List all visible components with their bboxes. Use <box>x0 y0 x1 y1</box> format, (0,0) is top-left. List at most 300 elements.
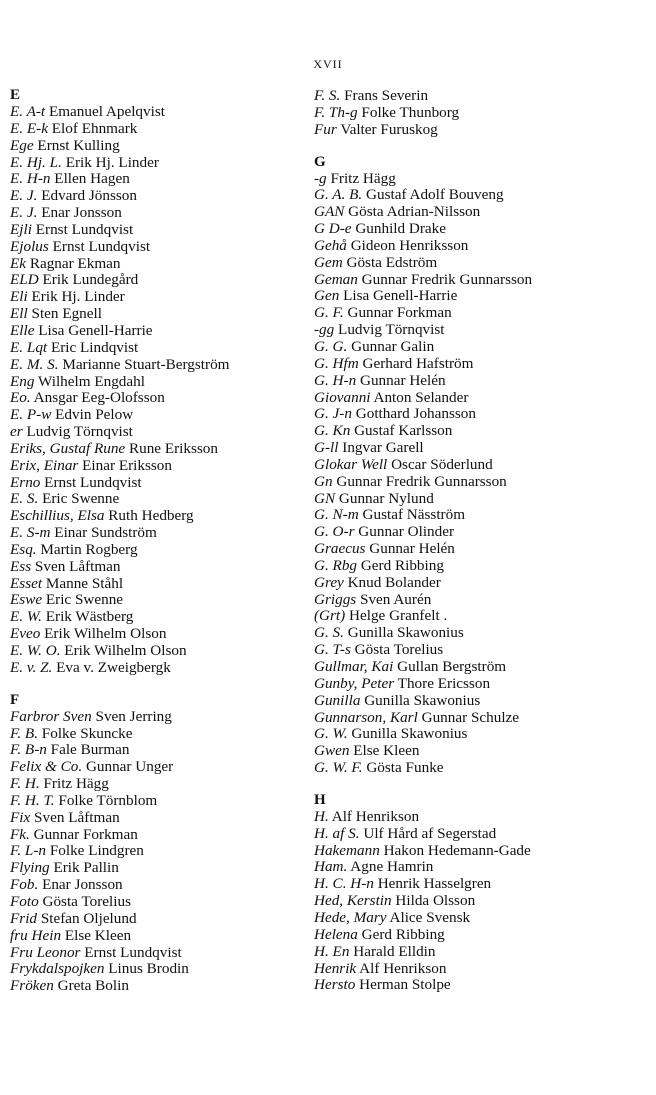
author-name: Linus Brodin <box>108 960 189 978</box>
author-name: Ragnar Ekman <box>29 254 121 272</box>
author-name: Sten Egnell <box>31 305 102 323</box>
author-name: Valter Furuskog <box>340 120 438 138</box>
index-entry <box>314 373 649 390</box>
signature: G. T-s <box>314 641 351 659</box>
author-name: Gunnar Olinder <box>358 523 455 541</box>
signature: G. G. <box>314 337 348 355</box>
author-name: Gösta Adrian-Nilsson <box>348 203 481 221</box>
author-name: Thore Ericsson <box>397 674 491 692</box>
signature: G. F. <box>314 304 344 322</box>
signature: G. A. B. <box>314 186 363 204</box>
author-name: Gösta Torelius <box>354 641 444 659</box>
index-entry <box>314 238 649 255</box>
author-name: Manne Ståhl <box>45 574 124 592</box>
signature: F. B. <box>10 724 38 742</box>
author-name: Stefan Oljelund <box>40 909 137 927</box>
author-name: Enar Jonsson <box>41 204 122 222</box>
index-entry <box>10 424 310 441</box>
signature: E. M. S. <box>10 355 59 373</box>
index-entry <box>314 204 649 221</box>
signature: G. O-r <box>314 523 355 541</box>
author-name: Gösta Torelius <box>42 892 131 910</box>
index-entry <box>10 626 310 643</box>
index-entry <box>314 726 649 743</box>
index-entry <box>10 525 310 542</box>
index-entry <box>10 576 310 593</box>
author-name: Anton Selander <box>373 388 469 406</box>
index-entry <box>314 592 649 609</box>
author-name: Martin Rogberg <box>40 540 138 558</box>
index-entry <box>10 759 310 776</box>
index-entry <box>314 390 649 407</box>
author-name: Else Kleen <box>353 742 420 760</box>
index-entry <box>314 423 649 440</box>
author-name: Gösta Funke <box>366 759 444 777</box>
author-name: Gunnar Nylund <box>338 489 434 507</box>
signature: Hed, Kerstin <box>314 892 392 910</box>
signature: Ejolus <box>10 237 49 255</box>
author-name: Gustaf Karlsson <box>354 422 453 440</box>
author-name: Gullan Bergström <box>397 658 507 675</box>
author-name: Ruth Hedberg <box>108 507 194 525</box>
author-name: Gunnar Fredrik Gunnarsson <box>336 472 507 490</box>
author-name: Folke Törnblom <box>58 791 158 809</box>
author-name: Gunnar Galin <box>351 337 435 355</box>
signature: F. B-n <box>10 741 47 759</box>
index-entry <box>10 978 310 995</box>
signature: Erix, Einar <box>10 456 79 474</box>
index-entry <box>314 356 649 373</box>
author-name: Helge Granfelt . <box>349 607 448 625</box>
index-entry <box>10 188 310 205</box>
author-name: Sven Låftman <box>34 808 120 826</box>
index-entry <box>10 491 310 508</box>
index-entry <box>314 710 649 727</box>
index-entry <box>314 642 649 659</box>
index-entry <box>314 826 649 843</box>
author-name: Gunnar Helén <box>369 540 455 558</box>
author-name: Ingvar Garell <box>342 439 424 457</box>
index-entry <box>314 843 649 860</box>
signature: Hakemann <box>314 841 380 859</box>
signature: Ek <box>10 254 27 272</box>
signature: Gem <box>314 253 343 271</box>
signature: Frid <box>10 909 38 927</box>
author-name: Gerd Ribbing <box>360 556 444 574</box>
signature: H. <box>314 807 329 825</box>
index-entry <box>10 357 310 374</box>
signature: Erno <box>10 473 41 491</box>
signature: E. J. <box>10 204 38 222</box>
index-entry <box>314 743 649 760</box>
signature: Foto <box>10 892 39 910</box>
signature: F. L-n <box>10 842 47 860</box>
author-name: Frans Severin <box>344 87 429 104</box>
author-name: Harald Elldin <box>353 942 436 960</box>
index-entry <box>10 407 310 424</box>
index-entry <box>314 187 649 204</box>
signature: E. E-k <box>10 119 48 137</box>
author-name: Wilhelm Engdahl <box>38 372 145 390</box>
author-name: Fritz Hägg <box>43 775 109 793</box>
author-name: Eva v. Zweigbergk <box>56 658 171 676</box>
author-name: Folke Thunborg <box>361 103 460 121</box>
index-entry <box>314 491 649 508</box>
author-name: Oscar Söderlund <box>391 455 493 473</box>
signature: -g <box>314 169 327 187</box>
author-name: Erik Hj. Linder <box>65 153 159 171</box>
signature: E. H-n <box>10 170 51 188</box>
signature: Fk. <box>10 825 30 843</box>
index-entry <box>314 288 649 305</box>
index-entry <box>10 776 310 793</box>
author-name: Ellen Hagen <box>54 170 130 188</box>
author-name: Lisa Genell-Harrie <box>343 287 458 305</box>
author-name: Gustaf Adolf Bouveng <box>366 186 504 204</box>
index-entry <box>10 441 310 458</box>
index-entry <box>314 608 649 625</box>
index-entry <box>10 390 310 407</box>
index-entry <box>10 911 310 928</box>
signature: Ege <box>10 136 34 154</box>
signature: H. af S. <box>314 824 360 842</box>
section-gap <box>10 677 310 691</box>
index-entry <box>10 458 310 475</box>
index-entry <box>314 910 649 927</box>
author-name: Alice Svensk <box>389 908 471 926</box>
signature: E. J. <box>10 187 38 205</box>
signature: er <box>10 423 23 441</box>
signature: Ell <box>10 305 28 323</box>
signature: (Grt) <box>314 607 346 625</box>
signature: Grey <box>314 573 344 591</box>
index-entry <box>314 893 649 910</box>
section-gap <box>314 139 649 153</box>
author-name: Edvin Pelow <box>55 406 134 424</box>
signature: -gg <box>314 321 335 339</box>
index-entry <box>10 894 310 911</box>
index-entry <box>10 709 310 726</box>
signature: Gunilla <box>314 691 361 709</box>
signature: G. H-n <box>314 371 357 389</box>
author-name: Alf Henrikson <box>331 807 420 825</box>
author-name: Gerhard Hafström <box>362 354 474 372</box>
signature: Esq. <box>10 540 37 558</box>
author-name: Sven Låftman <box>34 557 121 575</box>
section-letter: E <box>10 87 21 103</box>
signature: Fob. <box>10 876 39 894</box>
author-name: Ernst Lundqvist <box>52 237 151 255</box>
author-name: Henrik Hasselgren <box>377 875 492 893</box>
index-entry <box>10 323 310 340</box>
author-name: Else Kleen <box>64 926 132 944</box>
index-entry <box>10 945 310 962</box>
signature: Gunby, Peter <box>314 674 395 692</box>
author-name: Ulf Hård af Segerstad <box>363 824 497 842</box>
index-entry <box>10 256 310 273</box>
index-entry <box>314 693 649 710</box>
author-name: Hakon Hedemann-Gade <box>383 841 531 859</box>
signature: Helena <box>314 925 358 943</box>
index-entry <box>314 457 649 474</box>
index-entry <box>314 977 649 994</box>
author-name: Agne Hamrin <box>350 858 434 876</box>
index-entry <box>314 507 649 524</box>
index-entry <box>314 122 649 139</box>
signature: E. Hj. L. <box>10 153 62 171</box>
index-entry <box>10 827 310 844</box>
author-name: Gustaf Näsström <box>362 506 466 524</box>
signature: Eveo <box>10 625 41 643</box>
index-entry <box>314 541 649 558</box>
index-entry <box>10 609 310 626</box>
signature: G. Rbg <box>314 556 358 574</box>
index-entry <box>10 810 310 827</box>
signature: Griggs <box>314 590 357 608</box>
index-entry <box>10 928 310 945</box>
author-name: Sven Aurén <box>360 590 432 608</box>
signature: Glokar Well <box>314 455 388 473</box>
index-entry <box>10 171 310 188</box>
author-name: Emanuel Apelqvist <box>48 103 165 120</box>
author-name: Sven Jerring <box>95 707 172 725</box>
index-entry <box>314 524 649 541</box>
author-name: Folke Skuncke <box>41 724 133 742</box>
signature: Flying <box>10 859 50 877</box>
section-letter: H <box>314 791 326 808</box>
author-name: Hilda Olsson <box>395 892 476 910</box>
author-name: Gunnar Schulze <box>421 708 520 726</box>
signature: Eswe <box>10 591 43 609</box>
index-entry <box>314 322 649 339</box>
signature: G. S. <box>314 624 344 642</box>
author-name: Enar Jonsson <box>42 876 123 894</box>
author-name: Ludvig Törnqvist <box>26 423 133 441</box>
index-entry <box>10 306 310 323</box>
signature: Gen <box>314 287 340 305</box>
signature: Gullmar, Kai <box>314 658 394 675</box>
author-name: Erik Wilhelm Olson <box>64 642 187 659</box>
index-entry <box>10 742 310 759</box>
signature: G-ll <box>314 439 339 457</box>
index-entry <box>314 105 649 122</box>
author-name: Lisa Genell-Harrie <box>38 321 153 339</box>
index-entry <box>10 508 310 525</box>
author-name: Gotthard Johansson <box>355 405 476 423</box>
signature: Frykdalspojken <box>10 960 105 978</box>
index-entry <box>10 592 310 609</box>
author-name: Erik Lundegård <box>42 271 139 289</box>
signature: GN <box>314 489 336 507</box>
signature: E. P-w <box>10 406 52 424</box>
signature: G. Hfm <box>314 354 359 372</box>
author-name: Gunnar Unger <box>85 758 174 776</box>
signature: Henrik <box>314 959 357 977</box>
author-name: Eric Lindqvist <box>50 338 139 356</box>
index-entry <box>314 575 649 592</box>
index-entry <box>10 374 310 391</box>
signature: Eng <box>10 372 35 390</box>
author-name: Herman Stolpe <box>359 976 451 994</box>
index-entry <box>10 155 310 172</box>
author-name: Erik Pallin <box>53 859 119 877</box>
index-entry <box>10 643 310 660</box>
author-name: Erik Wilhelm Olson <box>44 625 167 643</box>
index-entry <box>314 961 649 978</box>
signature: fru Hein <box>10 926 62 944</box>
signature: Gwen <box>314 742 350 760</box>
index-entry <box>314 474 649 491</box>
signature: G. W. F. <box>314 759 363 777</box>
author-name: Alf Henrikson <box>359 959 447 977</box>
author-name: Elof Ehnmark <box>51 119 138 137</box>
signature: Eschillius, Elsa <box>10 507 105 525</box>
author-name: Erik Wästberg <box>45 608 134 626</box>
author-name: Gerd Ribbing <box>361 925 445 943</box>
index-entry <box>314 809 649 826</box>
section-letter: G <box>314 153 326 170</box>
index-entry <box>10 205 310 222</box>
author-name: Erik Hj. Linder <box>31 288 125 306</box>
index-entry <box>10 860 310 877</box>
signature: Gn <box>314 472 333 490</box>
author-name: Ernst Lundqvist <box>35 220 134 238</box>
index-entry <box>10 559 310 576</box>
signature: Eo. <box>10 389 31 407</box>
author-name: Gunnar Fredrik Gunnarsson <box>361 270 533 288</box>
author-name: Ernst Lundqvist <box>44 473 142 491</box>
signature: F. H. <box>10 775 40 793</box>
author-name: Fritz Hägg <box>330 169 396 187</box>
signature: G D-e <box>314 220 352 238</box>
signature: F. S. <box>314 87 341 104</box>
signature: Elle <box>10 321 35 339</box>
author-name: Gunnar Helén <box>359 371 446 389</box>
signature: E. W. <box>10 608 42 626</box>
index-entry <box>10 726 310 743</box>
signature: Graecus <box>314 540 366 558</box>
signature: Eli <box>10 288 28 306</box>
signature: F. Th-g <box>314 103 358 121</box>
author-name: Gunilla Skawonius <box>351 725 468 743</box>
left-column <box>10 86 310 995</box>
index-entry <box>314 927 649 944</box>
author-name: Gösta Edström <box>346 253 438 271</box>
author-name: Gunnar Forkman <box>33 825 138 843</box>
author-name: Greta Bolin <box>57 977 129 995</box>
signature: E. S-m <box>10 524 51 542</box>
index-entry <box>314 558 649 575</box>
index-entry <box>10 877 310 894</box>
signature: GAN <box>314 203 345 221</box>
index-entry <box>10 843 310 860</box>
author-name: Ansgar Eeg-Olofsson <box>33 389 165 407</box>
signature: Ejli <box>10 220 32 238</box>
author-name: Edvard Jönsson <box>41 187 137 205</box>
signature: E. W. O. <box>10 642 61 659</box>
author-name: Einar Eriksson <box>82 456 172 474</box>
signature: E. S. <box>10 490 39 508</box>
index-entry <box>314 760 649 777</box>
index-entry <box>10 121 310 138</box>
index-entry <box>10 104 310 121</box>
author-name: Ludvig Törnqvist <box>338 321 445 339</box>
author-name: Gunnar Forkman <box>347 304 452 322</box>
signature: Giovanni <box>314 388 371 406</box>
signature: G. W. <box>314 725 348 743</box>
index-entry <box>10 542 310 559</box>
index-entry <box>314 339 649 356</box>
signature: ELD <box>10 271 39 289</box>
signature: Ess <box>10 557 32 575</box>
signature: E. Lqt <box>10 338 48 356</box>
author-name: Knud Bolander <box>347 573 441 591</box>
index-entry <box>10 340 310 357</box>
index-entry <box>10 289 310 306</box>
right-column <box>314 88 649 994</box>
signature: Felix & Co. <box>10 758 83 776</box>
index-entry <box>10 793 310 810</box>
signature: Gunnarson, Karl <box>314 708 418 726</box>
index-entry <box>314 255 649 272</box>
author-name: Folke Lindgren <box>49 842 144 860</box>
section-letter: F <box>10 691 20 708</box>
signature: G. J-n <box>314 405 352 423</box>
signature: Fröken <box>10 977 54 995</box>
signature: Fru Leonor <box>10 943 81 961</box>
index-entry <box>10 272 310 289</box>
signature: Farbror Sven <box>10 707 92 725</box>
index-entry <box>10 239 310 256</box>
index-entry <box>314 221 649 238</box>
index-entry <box>10 961 310 978</box>
signature: F. H. T. <box>10 791 55 809</box>
author-name: Eric Swenne <box>45 591 124 609</box>
index-entry <box>314 171 649 188</box>
author-name: Marianne Stuart-Bergström <box>62 355 230 373</box>
index-entry <box>314 406 649 423</box>
index-entry <box>10 222 310 239</box>
author-name: Einar Sundström <box>54 524 157 542</box>
author-name: Rune Eriksson <box>128 439 218 457</box>
index-entry <box>314 944 649 961</box>
signature: Esset <box>10 574 43 592</box>
index-entry <box>314 272 649 289</box>
author-name: Ernst Kulling <box>37 136 120 154</box>
author-name: Ernst Lundqvist <box>84 943 182 961</box>
signature: G. Kn <box>314 422 351 440</box>
author-name: Eric Swenne <box>42 490 120 508</box>
index-entry <box>314 88 649 105</box>
signature: H. C. H-n <box>314 875 374 893</box>
signature: Ham. <box>314 858 348 876</box>
index-entry <box>10 475 310 492</box>
signature: Fur <box>314 120 337 138</box>
page-number: XVII <box>313 57 343 71</box>
author-name: Gideon Henriksson <box>350 236 469 254</box>
index-entry <box>10 660 310 677</box>
signature: E. A-t <box>10 103 46 120</box>
author-name: Gunhild Drake <box>355 220 447 238</box>
signature: G. N-m <box>314 506 359 524</box>
index-entry <box>314 676 649 693</box>
signature: E. v. Z. <box>10 658 53 676</box>
index-entry <box>314 305 649 322</box>
signature: Hersto <box>314 976 356 994</box>
index-entry <box>314 859 649 876</box>
author-name: Fale Burman <box>50 741 130 759</box>
author-name: Gunilla Skawonius <box>364 691 481 709</box>
